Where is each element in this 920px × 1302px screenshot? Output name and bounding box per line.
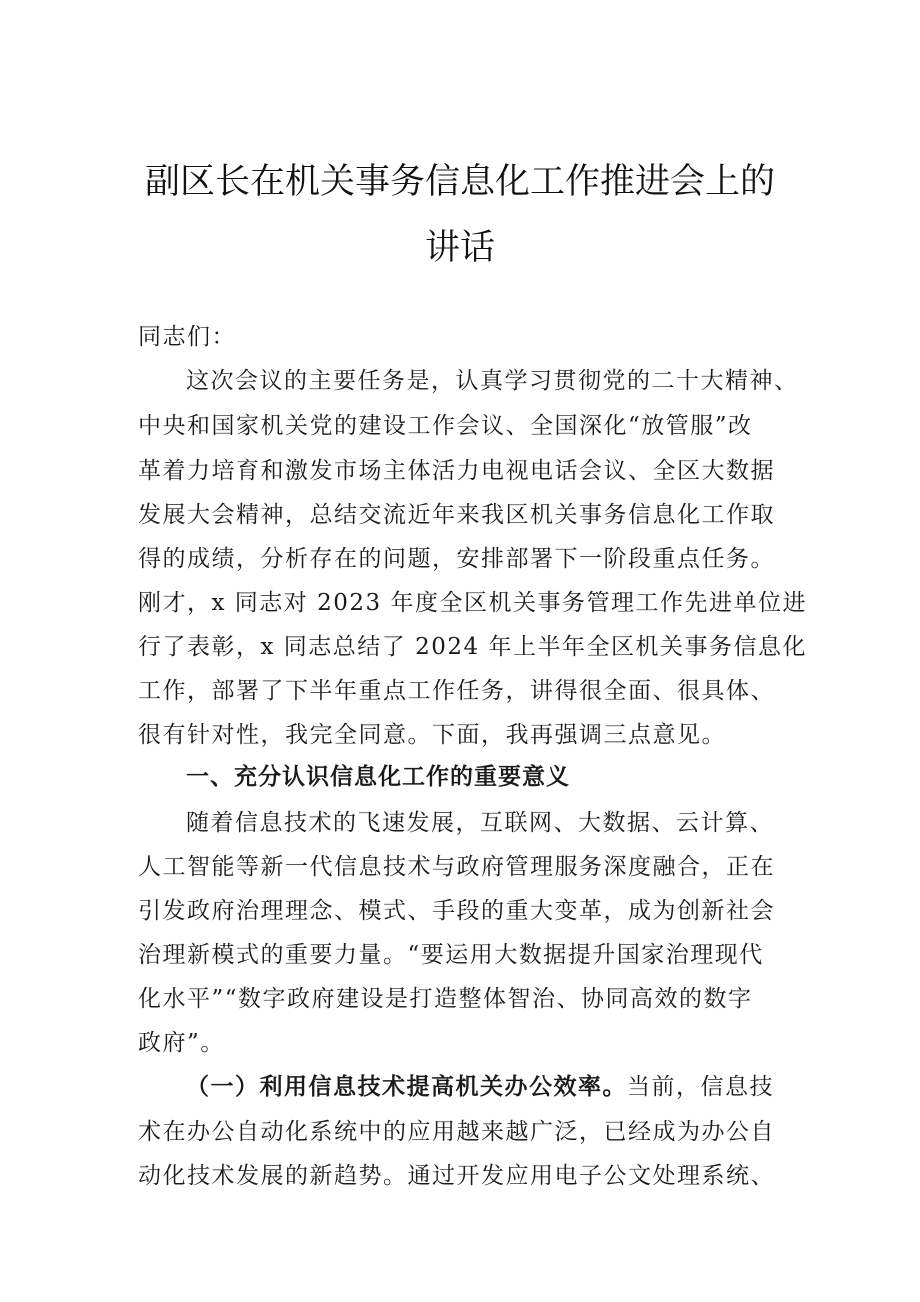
paragraph-line: 革着力培育和激发市场主体活力电视电话会议、全区大数据 [138, 458, 775, 484]
paragraph-line: 得的成绩，分析存在的问题，安排部署下一阶段重点任务。 [138, 546, 775, 572]
paragraph-line: 很有针对性，我完全同意。下面，我再强调三点意见。 [138, 722, 726, 748]
paragraph-line: 治理新模式的重要力量。“要运用大数据提升国家治理现代 [138, 942, 764, 968]
paragraph-line: 化水平”“数字政府建设是打造整体智治、协同高效的数字 [138, 986, 753, 1012]
subsection-text: 当前，信息技 [627, 1074, 774, 1100]
paragraph-line: 人工智能等新一代信息技术与政府管理服务深度融合，正在 [138, 854, 775, 880]
document-title-line-1: 副区长在机关事务信息化工作推进会上的 [144, 162, 775, 202]
paragraph-line: 刚才，x 同志对 2023 年度全区机关事务管理工作先进单位进 [138, 590, 807, 616]
paragraph-line: 术在办公自动化系统中的应用越来越广泛，已经成为办公自 [138, 1119, 775, 1145]
paragraph-line: 发展大会精神，总结交流近年来我区机关事务信息化工作取 [138, 502, 775, 528]
paragraph-line: 政府”。 [138, 1030, 225, 1056]
document-title-line-2: 讲话 [424, 228, 495, 268]
paragraph-line: 动化技术发展的新趋势。通过开发应用电子公文处理系统、 [138, 1163, 775, 1189]
paragraph-line: 引发政府治理理念、模式、手段的重大变革，成为创新社会 [138, 898, 775, 924]
section-heading: 一、充分认识信息化工作的重要意义 [186, 764, 570, 790]
subsection-heading: （一）利用信息技术提高机关办公效率。 [186, 1073, 627, 1100]
paragraph-line: 行了表彰，x 同志总结了 2024 年上半年全区机关事务信息化 [138, 634, 807, 660]
paragraph-line: 这次会议的主要任务是，认真学习贯彻党的二十大精神、 [186, 368, 799, 394]
paragraph-line: 工作，部署了下半年重点工作任务，讲得很全面、很具体、 [138, 678, 775, 704]
paragraph-line: 中央和国家机关党的建设工作会议、全国深化“放管服”改 [138, 413, 753, 439]
paragraph-line: 随着信息技术的飞速发展，互联网、大数据、云计算、 [186, 810, 774, 836]
subsection-line [186, 1072, 846, 1102]
salutation: 同志们： [138, 324, 236, 350]
